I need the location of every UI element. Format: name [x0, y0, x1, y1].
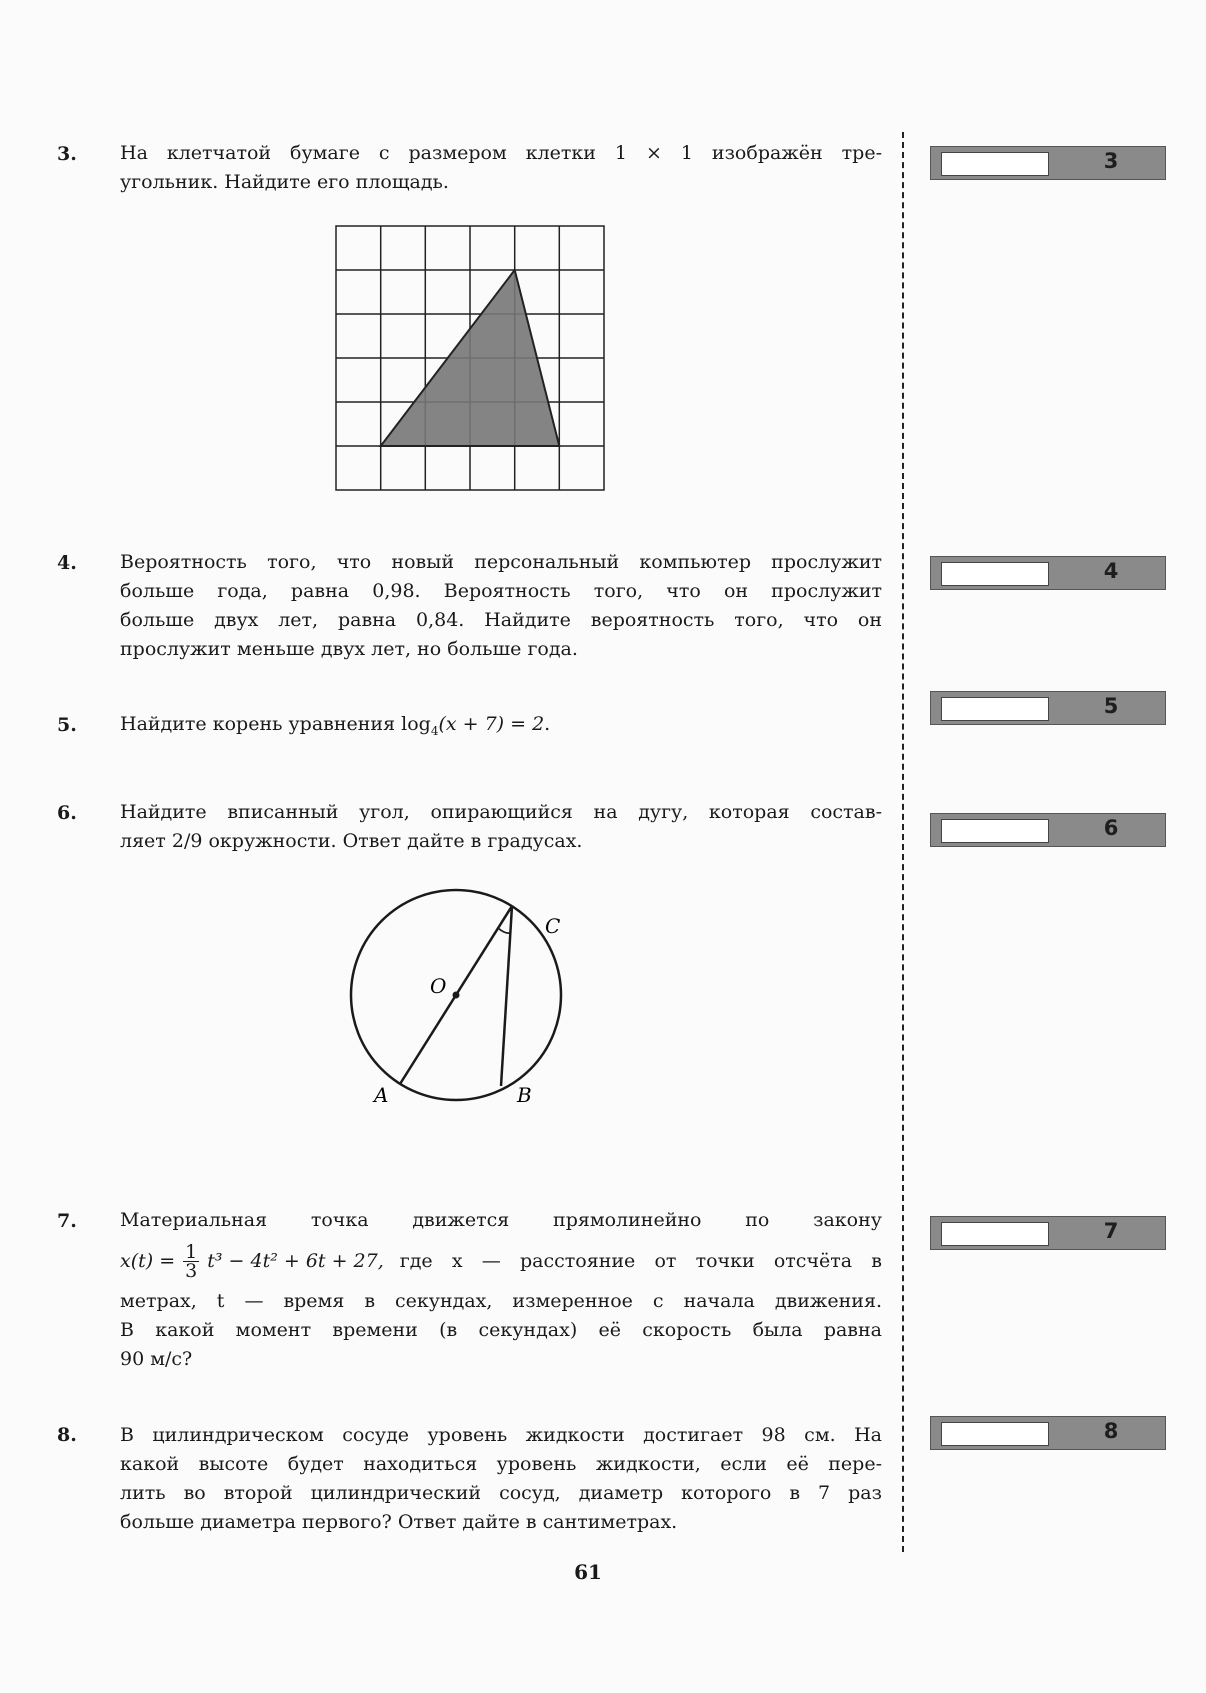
problem-7-line-4: В какой момент времени (в секундах) её скорость была равна [120, 1319, 882, 1341]
label-a: A [374, 1083, 389, 1107]
label-o: O [430, 974, 447, 998]
frac-denominator: 3 [185, 1259, 198, 1282]
problem-6-number: 6. [57, 802, 77, 824]
answer-box-8 [930, 1416, 1166, 1450]
answer-field-6[interactable] [941, 819, 1049, 843]
answer-field-8[interactable] [941, 1422, 1049, 1446]
answer-label-8: 8 [1103, 1419, 1119, 1443]
word-4: прямолинейно [553, 1209, 702, 1231]
log-symbol: log [401, 713, 431, 735]
problem-5-text [120, 710, 882, 746]
formula-rhs: t³ − 4t² + 6t + 27, [207, 1249, 384, 1272]
formula-lhs: x(t) = [120, 1249, 176, 1272]
problem-4-line-1: Вероятность того, что новый персональный компьютер прослужит [120, 551, 882, 573]
problem-4-line-4: прослужит меньше двух лет, но больше года. [120, 638, 578, 660]
answer-box-5 [930, 691, 1166, 725]
word-2: точка [310, 1209, 369, 1231]
problem-3-text [120, 139, 882, 197]
problem-7-line-5: 90 м/с? [120, 1348, 193, 1370]
problem-5-formula [401, 713, 551, 738]
fraction-one-third [183, 1240, 199, 1282]
word-5: по [745, 1209, 770, 1231]
problem-5-number: 5. [57, 714, 77, 736]
problem-7-text [120, 1206, 882, 1374]
answer-field-5[interactable] [941, 697, 1049, 721]
answer-label-3: 3 [1103, 149, 1119, 173]
problem-3-number: 3. [57, 143, 77, 165]
word-3: движется [412, 1209, 510, 1231]
label-b: B [517, 1083, 532, 1107]
answer-field-7[interactable] [941, 1222, 1049, 1246]
problem-4-line-2: больше года, равна 0,98. Вероятность того, что он прослужит [120, 580, 882, 602]
word-6: закону [813, 1209, 882, 1231]
problem-7-line-3: метрах, t — время в секундах, измеренное с начала движения. [120, 1290, 882, 1312]
page-number: 61 [574, 1560, 602, 1584]
problem-8-line-1: В цилиндрическом сосуде уровень жидкости достигает 98 см. На [120, 1424, 882, 1446]
problem-7-number: 7. [57, 1210, 77, 1232]
angle-arc [498, 928, 510, 933]
problem-4-number: 4. [57, 552, 77, 574]
problem-7-line-2 [120, 1235, 882, 1287]
problem-8-text [120, 1421, 882, 1537]
problem-5-prompt: Найдите корень уравнения [120, 713, 396, 735]
formula-period: . [544, 713, 551, 735]
answer-field-4[interactable] [941, 562, 1049, 586]
answer-box-4 [930, 556, 1166, 590]
circle-figure [340, 880, 600, 1110]
problem-3-line-1: На клетчатой бумаге с размером клетки 1 × 1 изображён тре- [120, 142, 882, 164]
problem-4-line-3: больше двух лет, равна 0,84. Найдите вероятность того, что он [120, 609, 882, 631]
answer-label-5: 5 [1103, 694, 1119, 718]
log-base: 4 [430, 723, 439, 738]
grid-figure [334, 224, 606, 492]
cut-line [902, 132, 904, 1552]
problem-4-text [120, 548, 882, 664]
problem-8-line-2: какой высоте будет находиться уровень жидкости, если её пере- [120, 1453, 882, 1475]
center-point [453, 992, 460, 999]
problem-3-line-2: угольник. Найдите его площадь. [120, 171, 449, 193]
answer-box-6 [930, 813, 1166, 847]
problem-7-line-1 [120, 1206, 882, 1235]
answer-label-7: 7 [1103, 1219, 1119, 1243]
problem-6-text [120, 798, 882, 856]
problem-8-line-4: больше диаметра первого? Ответ дайте в сантиметрах. [120, 1511, 678, 1533]
answer-box-7 [930, 1216, 1166, 1250]
problem-8-line-3: лить во второй цилиндрический сосуд, диаметр которого в 7 раз [120, 1482, 882, 1504]
answer-field-3[interactable] [941, 152, 1049, 176]
word-1: Материальная [120, 1209, 268, 1231]
problem-6-line-2: ляет 2/9 окружности. Ответ дайте в градусах. [120, 830, 583, 852]
label-c: C [545, 914, 561, 938]
log-argument: (x + 7) = 2 [438, 713, 545, 735]
answer-label-4: 4 [1103, 559, 1119, 583]
frac-numerator: 1 [185, 1240, 198, 1263]
answer-box-3 [930, 146, 1166, 180]
problem-8-number: 8. [57, 1424, 77, 1446]
problem-7-line-2-rest: где x — расстояние от точки отсчёта в [399, 1249, 882, 1272]
problem-6-line-1: Найдите вписанный угол, опирающийся на дугу, которая состав- [120, 801, 882, 823]
answer-label-6: 6 [1103, 816, 1119, 840]
